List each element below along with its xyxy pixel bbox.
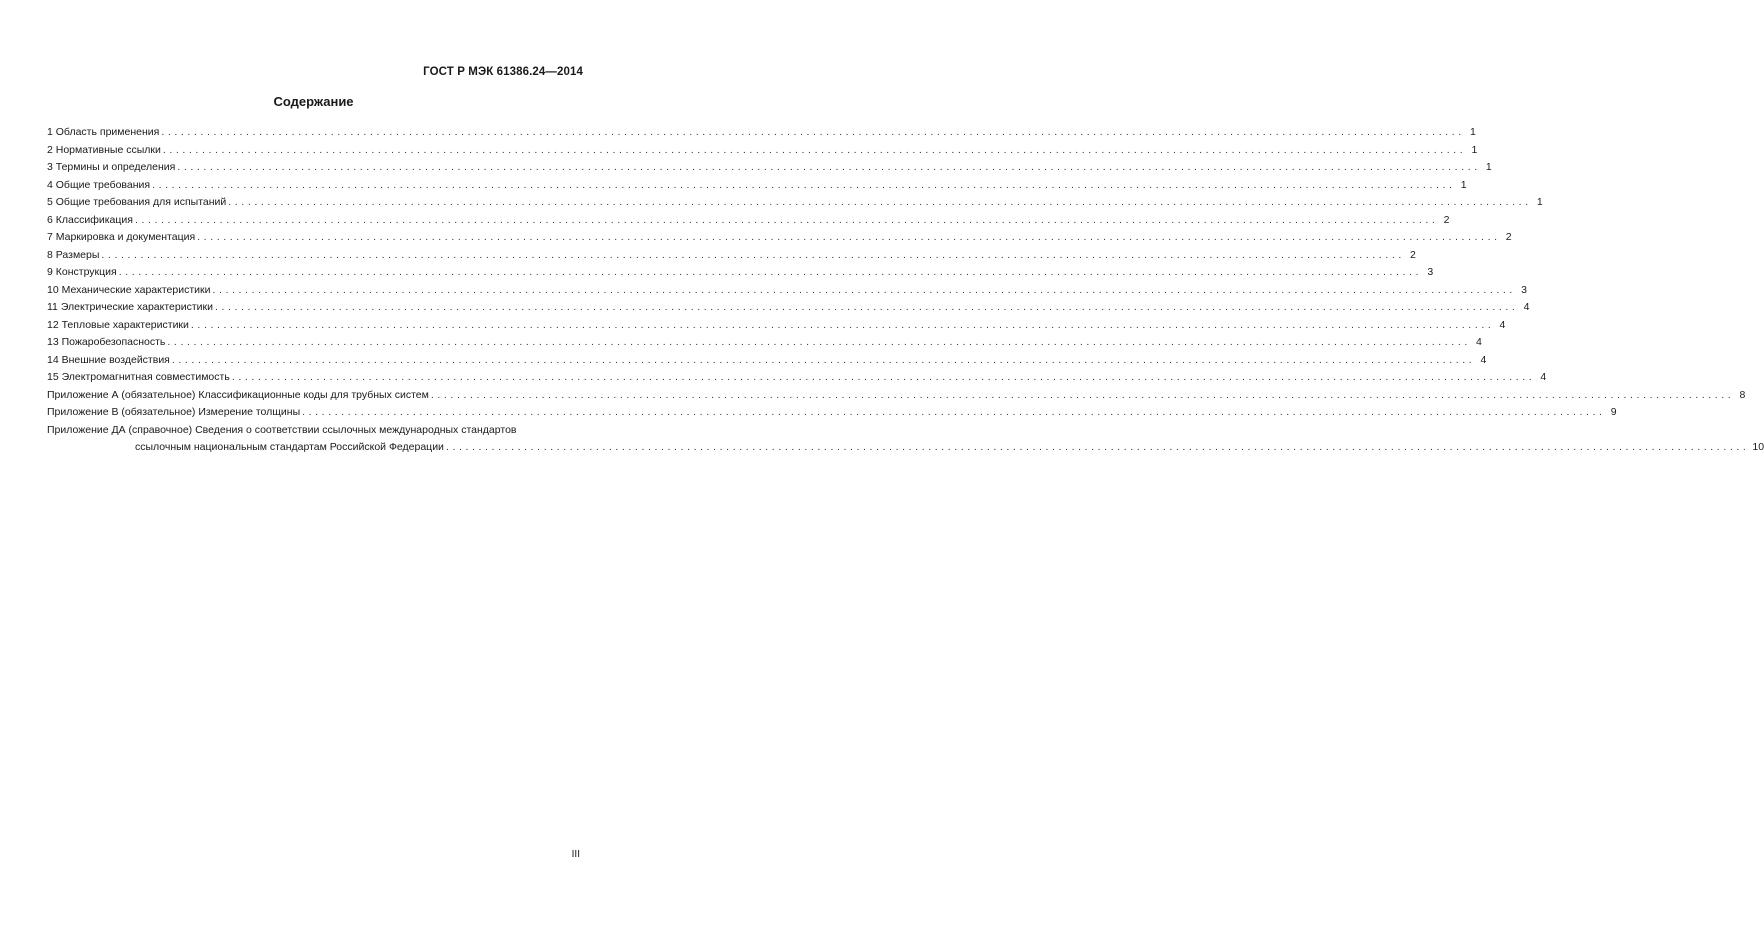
toc-entry-label: 9 Конструкция (47, 266, 117, 278)
toc-leader-dots: ........................................................................................................................................................................................................ (231, 371, 1536, 383)
toc-leader-dots: ........................................................................................................................................................................................................ (161, 126, 1465, 138)
toc-entry-page: 2 (1410, 248, 1416, 261)
toc-leader-dots: ........................................................................................................................................................................................................ (152, 178, 1456, 191)
toc-entry[interactable] (47, 248, 1416, 267)
toc-entry-page: 3 (1521, 283, 1527, 296)
toc-entry-page: 2 (1443, 213, 1450, 226)
toc-leader-dots: ........................................................................................................................................................................................................ (101, 248, 1405, 261)
toc-entry-page: 9 (1610, 406, 1617, 418)
toc-entry[interactable] (47, 371, 1547, 389)
toc-entry-label: 1 Область применения (47, 126, 160, 138)
toc-leader-dots: ........................................................................................................................................................................................................ (171, 353, 1476, 366)
toc-entry-label: 2 Нормативные ссылки (47, 143, 161, 156)
toc-entry-page: 4 (1540, 371, 1547, 383)
toc-entry-page: 8 (1739, 388, 1746, 401)
toc-entry-page: 4 (1480, 353, 1487, 366)
toc-entry-label: 12 Тепловые характеристики (47, 318, 189, 331)
toc-entry-page: 1 (1469, 126, 1476, 138)
toc-entry-label: 10 Механические характеристики (47, 283, 211, 296)
toc-entry-page: 1 (1471, 143, 1478, 156)
page-number: III (571, 849, 580, 860)
toc-entry[interactable] (47, 353, 1487, 372)
toc-entry-page: 4 (1499, 318, 1506, 331)
toc-leader-dots: ........................................................................................................................................................................................................ (177, 161, 1481, 173)
table-of-contents (47, 126, 1764, 459)
toc-entry-annex-da[interactable] (47, 423, 1764, 459)
toc-leader-dots: ........................................................................................................................................................................................................ (197, 231, 1501, 243)
toc-entry-page: 1 (1485, 161, 1492, 173)
toc-entry-label: 11 Электрические характеристики (47, 301, 213, 313)
toc-entry-label: 14 Внешние воздействия (47, 353, 170, 366)
toc-leader-dots: ........................................................................................................................................................................................................ (134, 213, 1439, 226)
toc-entry-page: 1 (1536, 196, 1543, 208)
toc-entry[interactable] (47, 178, 1467, 197)
toc-leader-dots: ........................................................................................................................................................................................................ (212, 283, 1516, 296)
toc-entry-label: 4 Общие требования (47, 178, 151, 191)
toc-entry[interactable] (47, 161, 1492, 179)
toc-entry[interactable] (47, 231, 1512, 249)
toc-leader-dots: ........................................................................................................................................................................................................ (118, 266, 1423, 278)
toc-entry[interactable] (47, 213, 1450, 232)
toc-entry-label-line2: ссылочным национальным стандартам Российской Федерации (135, 441, 444, 453)
toc-entry-label: 13 Пожаробезопасность (47, 336, 166, 348)
toc-entry[interactable] (47, 336, 1482, 354)
toc-entry-page: 1 (1460, 178, 1467, 191)
toc-entry[interactable] (47, 318, 1506, 337)
toc-leader-dots: ........................................................................................................................................................................................................ (162, 143, 1467, 156)
toc-entry-page: 2 (1505, 231, 1512, 243)
toc-entry-label: 3 Термины и определения (47, 161, 176, 173)
toc-entry-label: Приложение А (обязательное) Классификационные коды для трубных систем (47, 388, 429, 401)
toc-entry[interactable] (47, 196, 1543, 214)
toc-entry[interactable] (47, 388, 1746, 407)
toc-leader-dots: ........................................................................................................................................................................................................ (302, 406, 1606, 418)
toc-entry-label: 6 Классификация (47, 213, 133, 226)
toc-entry[interactable] (47, 143, 1478, 162)
toc-entry-label: 15 Электромагнитная совместимость (47, 371, 230, 383)
toc-entry-label-line1: Приложение ДА (справочное) Сведения о соответствии ссылочных международных стандартов (47, 423, 517, 436)
toc-leader-dots: ........................................................................................................................................................................................................ (167, 336, 1471, 348)
toc-entry-label: 5 Общие требования для испытаний (47, 196, 227, 208)
toc-entry[interactable] (47, 283, 1527, 302)
toc-entry[interactable] (47, 406, 1617, 424)
toc-leader-dots: ........................................................................................................................................................................................................ (445, 441, 1750, 453)
toc-entry-page: 10 (1752, 441, 1764, 453)
toc-leader-dots: ........................................................................................................................................................................................................ (228, 196, 1532, 208)
toc-title: Содержание (273, 94, 354, 109)
toc-entry-label: 7 Маркировка и документация (47, 231, 196, 243)
toc-entry[interactable] (47, 126, 1476, 144)
toc-leader-dots: ........................................................................................................................................................................................................ (190, 318, 1495, 331)
toc-entry-page: 4 (1476, 336, 1482, 348)
toc-entry[interactable] (47, 266, 1434, 284)
toc-entry-label: Приложение В (обязательное) Измерение толщины (47, 406, 301, 418)
toc-entry[interactable] (47, 301, 1530, 319)
toc-leader-dots: ........................................................................................................................................................................................................ (214, 301, 1519, 313)
toc-entry-page: 4 (1523, 301, 1530, 313)
toc-entry-label: 8 Размеры (47, 248, 100, 261)
toc-entry-page: 3 (1427, 266, 1434, 278)
toc-leader-dots: ........................................................................................................................................................................................................ (430, 388, 1735, 401)
document-code: ГОСТ Р МЭК 61386.24—2014 (423, 66, 583, 78)
